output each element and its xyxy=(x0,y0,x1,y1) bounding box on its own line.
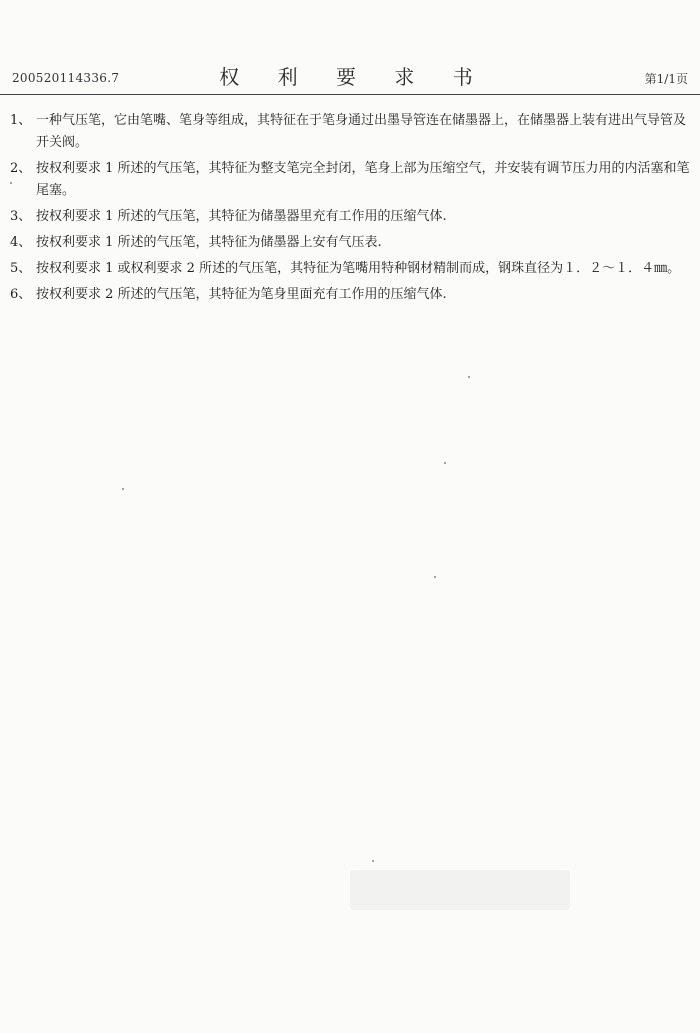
scan-smudge xyxy=(350,870,570,910)
scan-speck xyxy=(10,182,12,184)
scan-speck xyxy=(372,860,374,862)
claim-number: 1、 xyxy=(10,113,32,128)
claim-text: 一种气压笔，它由笔嘴、笔身等组成，其特征在于笔身通过出墨导管连在储墨器上，在储墨器上装有进出气导管及开关阀。 xyxy=(36,113,687,150)
header-rule xyxy=(0,94,700,95)
claim-text: 按权利要求 1 所述的气压笔，其特征为储墨器里充有工作用的压缩气体. xyxy=(36,209,447,224)
claim-text: 按权利要求 1 或权利要求 2 所述的气压笔，其特征为笔嘴用特种钢材精制而成，钢珠直径为１．２～１．４㎜。 xyxy=(36,261,681,276)
claim-item xyxy=(10,232,690,254)
claim-text: 按权利要求 1 所述的气压笔，其特征为整支笔完全封闭，笔身上部为压缩空气，并安装有调节压力用的内活塞和笔尾塞。 xyxy=(36,161,690,198)
claim-item xyxy=(10,158,690,202)
scan-speck xyxy=(444,462,446,464)
claims-list xyxy=(10,110,690,310)
claim-number: 2、 xyxy=(10,161,32,176)
scan-speck xyxy=(468,376,470,378)
scan-speck xyxy=(122,488,124,490)
claim-number: 5、 xyxy=(10,261,32,276)
page-number: 第1/1页 xyxy=(644,72,688,86)
claim-text: 按权利要求 2 所述的气压笔，其特征为笔身里面充有工作用的压缩气体. xyxy=(36,287,447,302)
claim-number: 4、 xyxy=(10,235,32,250)
claim-number: 6、 xyxy=(10,287,32,302)
claim-item xyxy=(10,258,690,280)
claim-item xyxy=(10,284,690,306)
claim-number: 3、 xyxy=(10,209,32,224)
application-number: 200520114336.7 xyxy=(12,71,120,85)
claim-text: 按权利要求 1 所述的气压笔，其特征为储墨器上安有气压表. xyxy=(36,235,382,250)
claim-item xyxy=(10,206,690,228)
page-header xyxy=(0,56,700,96)
scan-speck xyxy=(434,576,436,578)
document-title: 权 利 要 求 书 xyxy=(219,65,489,89)
claim-item xyxy=(10,110,690,154)
